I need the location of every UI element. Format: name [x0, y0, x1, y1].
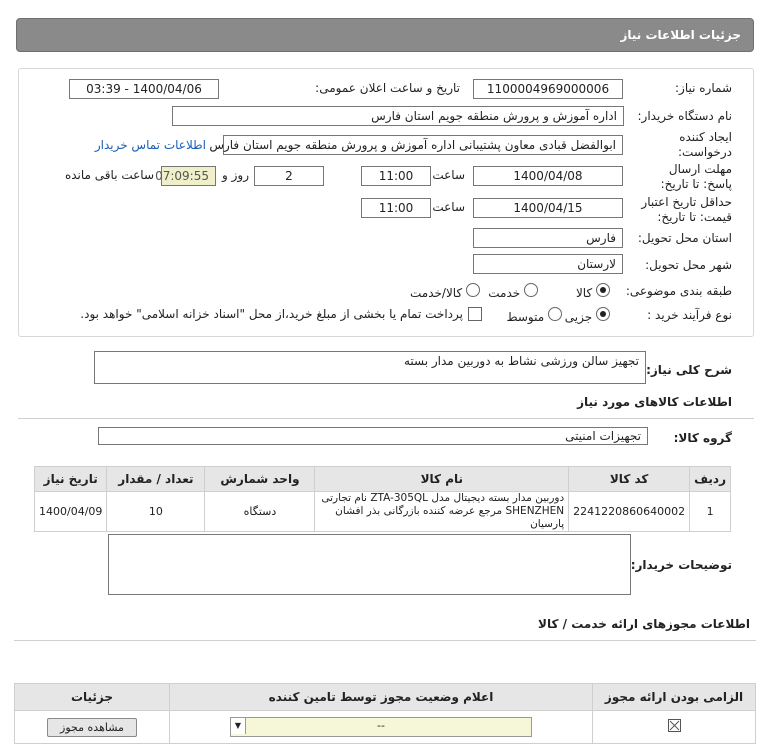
- chevron-down-icon: ▼: [231, 718, 246, 734]
- need-number-label: شماره نیاز:: [675, 81, 732, 95]
- category-goods-radio[interactable]: [596, 283, 610, 297]
- category-goods-service-label: کالا/خدمت: [409, 286, 463, 300]
- licenses-divider: [14, 640, 756, 641]
- announce-label: تاریخ و ساعت اعلان عمومی:: [315, 81, 460, 95]
- process-medium-label: متوسط: [506, 310, 545, 324]
- buyer-org-label: نام دستگاه خریدار:: [637, 109, 732, 123]
- cell-row: 1: [690, 492, 731, 532]
- deadline-time-label: ساعت: [432, 168, 465, 182]
- treasury-payment-option[interactable]: [80, 307, 482, 321]
- lic-details-cell: [15, 711, 170, 744]
- cell-date: 1400/04/09: [35, 492, 107, 532]
- cell-qty: 10: [107, 492, 205, 532]
- goods-table-header: [35, 467, 731, 492]
- category-option-service[interactable]: [488, 283, 538, 300]
- validity-date-field[interactable]: 1400/04/15: [473, 198, 623, 218]
- required-checkbox-icon: [668, 719, 681, 732]
- licenses-section-title: اطلاعات مجوزهای ارائه خدمت / کالا: [538, 617, 750, 631]
- process-label: نوع فرآیند خرید :: [647, 308, 732, 322]
- remaining-time-field: 07:09:55: [161, 166, 216, 186]
- creator-label: ایجاد کننده درخواست:: [678, 130, 732, 159]
- goods-table: [34, 466, 731, 532]
- validity-label: حداقل تاریخ اعتبار قیمت: تا تاریخ:: [641, 195, 732, 224]
- category-option-goods-service[interactable]: [410, 283, 480, 300]
- col-row: ردیف: [690, 467, 731, 492]
- description-box[interactable]: [94, 351, 646, 384]
- goods-group-label: گروه کالا:: [673, 431, 732, 445]
- license-status-select[interactable]: [230, 717, 532, 737]
- buyer-org-field[interactable]: اداره آموزش و پرورش منطقه جویم استان فارس: [172, 106, 624, 126]
- lic-col-status: اعلام وضعیت مجوز توسط تامین کننده: [170, 684, 593, 711]
- description-label: شرح کلی نیاز:: [646, 363, 732, 377]
- province-label: استان محل تحویل:: [637, 231, 732, 245]
- table-row: [15, 711, 756, 744]
- need-number-field[interactable]: 1100004969000006: [473, 79, 623, 99]
- category-option-goods[interactable]: [576, 283, 610, 300]
- buyer-notes-label: توضیحات خریدار:: [630, 558, 732, 572]
- page-header: [16, 18, 754, 52]
- process-minor-radio[interactable]: [596, 307, 610, 321]
- col-code: کد کالا: [569, 467, 690, 492]
- page-title: جزئیات اطلاعات نیاز: [620, 28, 741, 42]
- lic-col-required: الزامی بودن ارائه مجوز: [593, 684, 756, 711]
- cell-unit: دستگاه: [205, 492, 315, 532]
- process-medium-radio[interactable]: [548, 307, 562, 321]
- lic-required-cell: [593, 711, 756, 744]
- process-option-minor[interactable]: [565, 307, 610, 324]
- licenses-table: [14, 683, 756, 744]
- license-status-value: --: [377, 719, 385, 732]
- process-option-medium[interactable]: [506, 307, 562, 324]
- days-label: روز و: [222, 168, 249, 182]
- goods-divider: [18, 418, 754, 419]
- category-label: طبقه بندی موضوعی:: [625, 284, 732, 298]
- table-row[interactable]: [35, 492, 731, 532]
- cell-code: 2241220860640002: [569, 492, 690, 532]
- view-license-button[interactable]: مشاهده مجوز: [47, 718, 137, 737]
- cell-name: دوربین مدار بسته دیجیتال مدل ZTA-305QL نام تجارتی SHENZHEN مرجع عرضه کننده بازرگانی بذر افشان پارسیان: [315, 492, 569, 532]
- goods-section-title: اطلاعات کالاهای مورد نیاز: [577, 395, 732, 409]
- announce-field[interactable]: 1400/04/06 - 03:39: [69, 79, 219, 99]
- validity-time-field[interactable]: 11:00: [361, 198, 431, 218]
- deadline-label: مهلت ارسال پاسخ: تا تاریخ:: [660, 162, 732, 191]
- deadline-time-field[interactable]: 11:00: [361, 166, 431, 186]
- city-label: شهر محل تحویل:: [645, 258, 732, 272]
- treasury-payment-label: پرداخت تمام یا بخشی از مبلغ خرید،از محل "اسناد خزانه اسلامی" خواهد بود.: [80, 307, 463, 321]
- treasury-payment-checkbox[interactable]: [468, 307, 482, 321]
- creator-field[interactable]: ابوالفضل قبادی معاون پشتیبانی اداره آموزش و پرورش منطقه جویم استان فارس: [223, 135, 623, 155]
- col-date: تاریخ نیاز: [35, 467, 107, 492]
- description-text: تجهیز سالن ورزشی نشاط به دوربین مدار بسته: [403, 354, 639, 368]
- province-field[interactable]: فارس: [473, 228, 623, 248]
- validity-time-label: ساعت: [432, 200, 465, 214]
- category-goods-label: کالا: [575, 286, 593, 300]
- buyer-notes-box[interactable]: [108, 534, 631, 595]
- process-minor-label: جزیی: [564, 310, 593, 324]
- col-name: نام کالا: [315, 467, 569, 492]
- col-unit: واحد شمارش: [205, 467, 315, 492]
- lic-col-details: جزئیات: [15, 684, 170, 711]
- col-qty: تعداد / مقدار: [107, 467, 205, 492]
- category-service-radio[interactable]: [524, 283, 538, 297]
- city-field[interactable]: لارستان: [473, 254, 623, 274]
- remaining-label: ساعت باقی مانده: [64, 168, 154, 182]
- days-field[interactable]: 2: [254, 166, 324, 186]
- deadline-date-field[interactable]: 1400/04/08: [473, 166, 623, 186]
- lic-status-cell: [170, 711, 593, 744]
- licenses-table-header: [15, 684, 756, 711]
- goods-group-field[interactable]: تجهیزات امنیتی: [98, 427, 648, 445]
- contact-buyer-link[interactable]: اطلاعات تماس خریدار: [94, 138, 206, 152]
- category-service-label: خدمت: [488, 286, 521, 300]
- category-goods-service-radio[interactable]: [466, 283, 480, 297]
